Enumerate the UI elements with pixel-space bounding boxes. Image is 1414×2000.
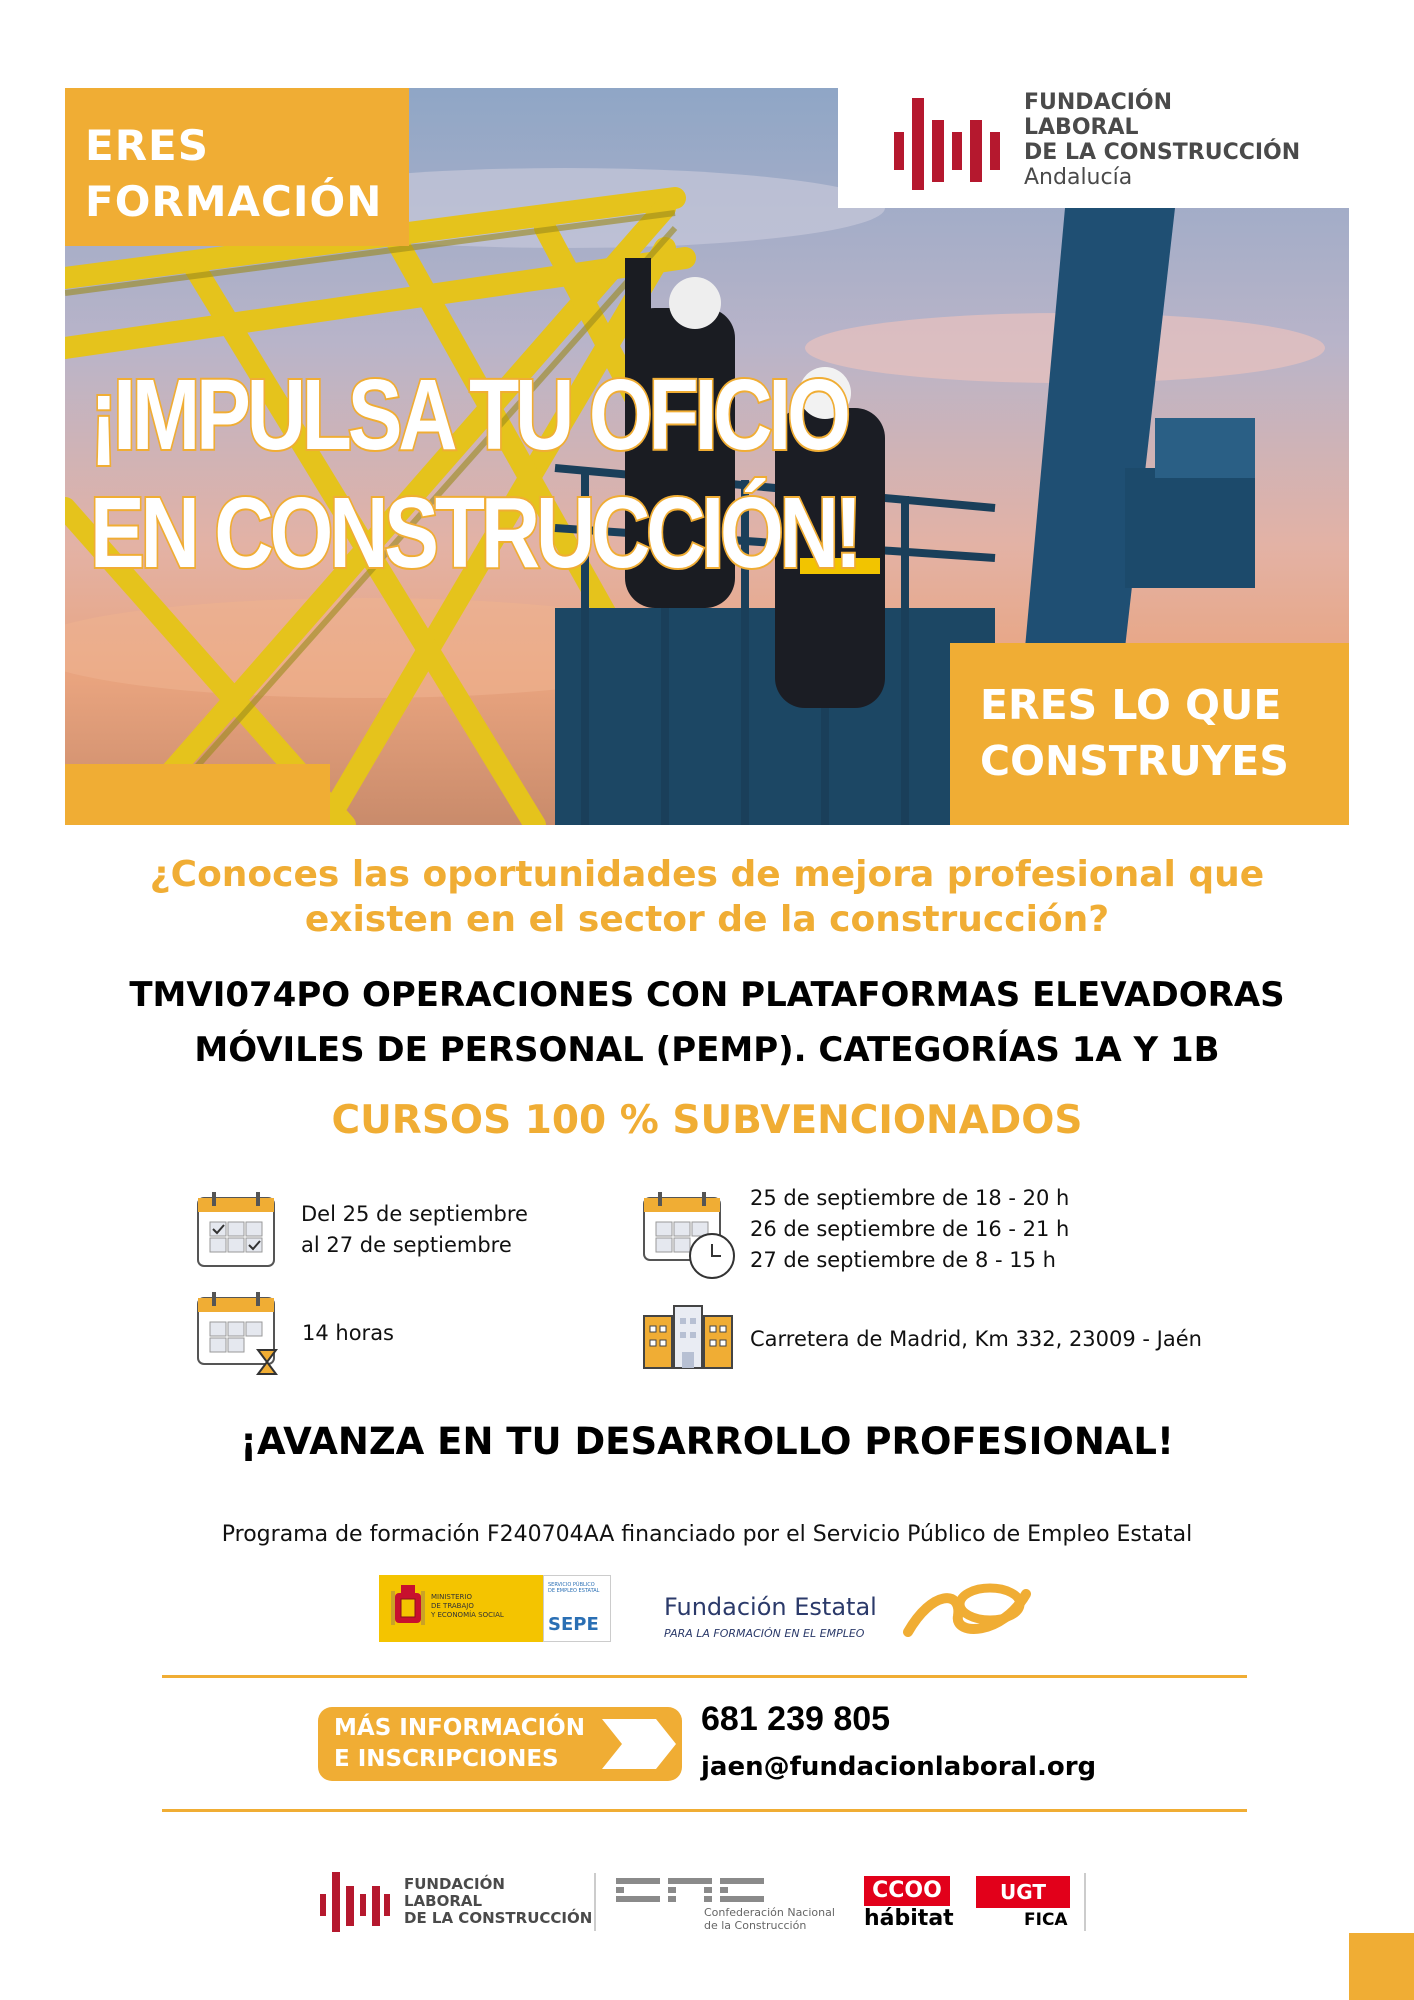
fundae-logo [664,1593,877,1640]
more-info-button[interactable] [318,1707,682,1781]
logo-region: Andalucía [1024,165,1133,190]
more-info-line-2: E INSCRIPCIONES [334,1746,559,1772]
divider-top [162,1675,1247,1678]
schedule-line-3: 27 de septiembre de 8 - 15 h [750,1248,1056,1272]
program-funding-note: Programa de formación F240704AA financiado por el Servicio Público de Empleo Estatal [221,1522,1193,1547]
calendar-hourglass-icon [196,1290,292,1382]
schedule-line-2: 26 de septiembre de 16 - 21 h [750,1217,1070,1241]
sepe-fulltext [548,1582,599,1594]
ministry-text [431,1593,504,1620]
schedule-line-1: 25 de septiembre de 18 - 20 h [750,1186,1070,1210]
logo-divider [594,1873,596,1931]
ccoo-logo: CCOO [864,1876,950,1906]
intro-question [65,852,1349,942]
flc-footer-text [404,1876,592,1927]
flc-andalucia-logo [838,88,1349,208]
dates-line-1: Del 25 de septiembre [301,1202,528,1226]
course-dates [301,1199,528,1261]
corner-accent [1349,1933,1414,2000]
cnc-line-2: de la Construcción [704,1919,807,1932]
sepe-small-line-1: SERVICIO PÚBLICO [548,1582,595,1588]
habitat-wordmark: hábitat [864,1906,954,1931]
hero-banner [65,88,1349,825]
question-line-2: existen en el sector de la construcción? [304,899,1110,940]
ministry-logo [379,1575,543,1642]
advance-slogan: ¡AVANZA EN TU DESARROLLO PROFESIONAL! [240,1420,1174,1463]
course-location: Carretera de Madrid, Km 332, 23009 - Jaén [750,1327,1202,1351]
eres-lo-que-construyes-tag [950,643,1349,825]
subsidy-banner: CURSOS 100 % SUBVENCIONADOS [331,1098,1083,1143]
cnc-text [704,1906,835,1932]
logo-divider-end [1084,1873,1086,1931]
spain-coat-of-arms-icon [389,1583,427,1633]
fundae-name: Fundación Estatal [664,1593,877,1621]
course-line-1: TMVI074PO OPERACIONES CON PLATAFORMAS ELEVADORAS [129,975,1285,1015]
flc-bars-icon [320,1870,392,1934]
more-info-line-1: MÁS INFORMACIÓN [334,1715,585,1741]
fundae-swoosh-icon [902,1580,1034,1640]
main-headline [90,356,858,592]
fica-wordmark: FICA [1024,1910,1068,1930]
ugt-logo: UGT [976,1876,1070,1908]
sepe-logo [543,1575,611,1642]
tag-line-2: FORMACIÓN [85,177,383,226]
question-line-1: ¿Conoces las oportunidades de mejora profesional que [149,854,1265,895]
divider-bottom [162,1809,1247,1812]
cnc-logo-icon [616,1878,768,1902]
accent-strip [65,764,330,825]
tag-bottom-line-1: ERES LO QUE [980,681,1282,729]
logo-text [1024,90,1300,190]
course-line-2: MÓVILES DE PERSONAL (PEMP). CATEGORÍAS 1A Y 1B [194,1030,1220,1070]
sepe-wordmark: SEPE [548,1614,599,1635]
ministry-line-1: MINISTERIO [431,1593,472,1601]
fundae-tagline: PARA LA FORMACIÓN EN EL EMPLEO [664,1627,865,1640]
cnc-line-1: Confederación Nacional [704,1906,835,1919]
course-title [65,968,1349,1078]
tag-bottom-line-2: CONSTRUYES [980,737,1289,785]
dates-line-2: al 27 de septiembre [301,1233,512,1257]
eres-formacion-tag [65,88,409,246]
logo-line-1: FUNDACIÓN [1024,90,1173,115]
ministry-line-3: Y ECONOMÍA SOCIAL [431,1611,504,1619]
arrow-right-icon [598,1717,678,1771]
flc-line-2: LABORAL [404,1892,483,1910]
course-schedule [750,1183,1069,1276]
course-hours: 14 horas [302,1321,394,1345]
tag-line-1: ERES [85,121,209,170]
logo-line-3: DE LA CONSTRUCCIÓN [1024,140,1301,165]
ministry-line-2: DE TRABAJO [431,1602,474,1610]
flc-line-3: DE LA CONSTRUCCIÓN [404,1909,593,1927]
flc-bars-icon [894,94,1014,194]
headline-line-1: ¡IMPULSA TU OFICIO [90,359,847,471]
buildings-icon [642,1298,736,1370]
partner-logos [320,1870,1100,1934]
calendar-clock-icon [642,1190,738,1282]
contact-email[interactable]: jaen@fundacionlaboral.org [701,1752,1097,1782]
ministry-sepe-logo [379,1575,611,1642]
logo-line-2: LABORAL [1024,115,1139,140]
headline-line-2: EN CONSTRUCCIÓN! [90,477,859,589]
contact-phone[interactable]: 681 239 805 [701,1700,891,1738]
flc-line-1: FUNDACIÓN [404,1875,505,1893]
sepe-small-line-2: DE EMPLEO ESTATAL [548,1588,600,1594]
calendar-check-icon [196,1190,278,1270]
